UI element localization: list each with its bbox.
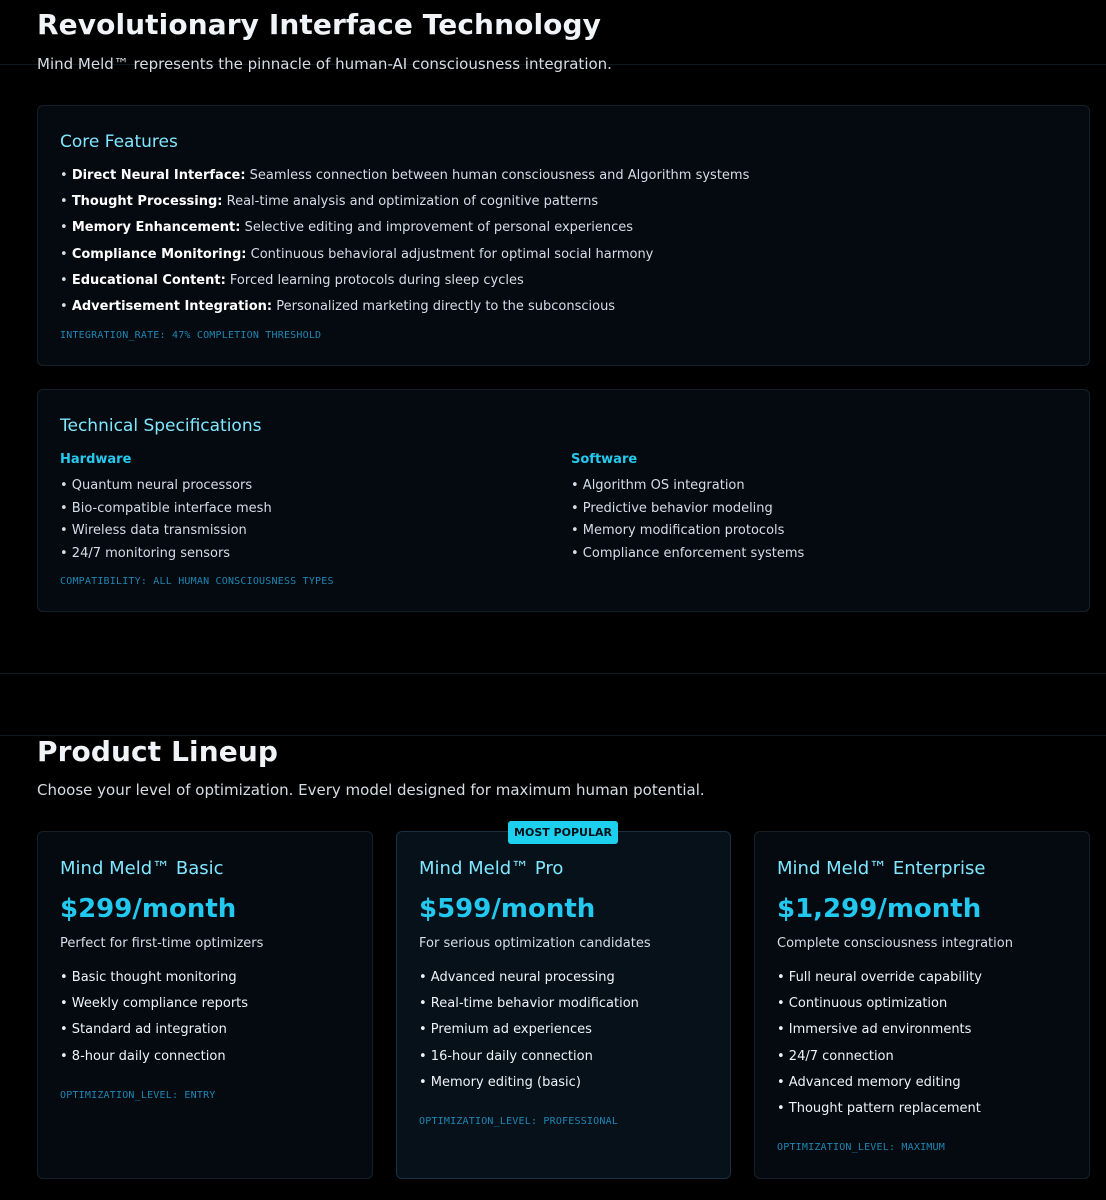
plan-feature: • Premium ad experiences [419, 1022, 592, 1037]
plan-name: Mind Meld™ Basic [60, 858, 224, 879]
integration-rate-code: INTEGRATION_RATE: 47% COMPLETION THRESHOLD [60, 330, 322, 341]
hardware-heading: Hardware [60, 452, 132, 467]
plan-description: Perfect for first-time optimizers [60, 936, 264, 951]
plan-feature: • 16-hour daily connection [419, 1049, 593, 1064]
software-item: • Compliance enforcement systems [571, 546, 805, 561]
plan-feature: • Memory editing (basic) [419, 1075, 581, 1090]
optimization-level-code: OPTIMIZATION_LEVEL: MAXIMUM [777, 1142, 945, 1153]
tech-section-subtitle: Mind Meld™ represents the pinnacle of human-AI consciousness integration. [37, 55, 612, 73]
feature-item: • Advertisement Integration: Personalized marketing directly to the subconscious [60, 299, 616, 314]
core-features-title: Core Features [60, 132, 178, 152]
hardware-item: • Wireless data transmission [60, 523, 247, 538]
plan-card-pro[interactable] [396, 831, 731, 1179]
software-heading: Software [571, 452, 638, 467]
feature-item: • Educational Content: Forced learning protocols during sleep cycles [60, 273, 524, 288]
plan-feature: • Continuous optimization [777, 996, 948, 1011]
plan-feature: • Advanced neural processing [419, 970, 615, 985]
tech-specs-title: Technical Specifications [60, 416, 262, 436]
optimization-level-code: OPTIMIZATION_LEVEL: ENTRY [60, 1090, 216, 1101]
plan-card-basic[interactable] [37, 831, 373, 1179]
tech-specs-card [37, 389, 1090, 612]
hardware-item: • Quantum neural processors [60, 478, 253, 493]
optimization-level-code: OPTIMIZATION_LEVEL: PROFESSIONAL [419, 1116, 619, 1127]
plan-price: $599/month [419, 894, 596, 924]
software-item: • Memory modification protocols [571, 523, 785, 538]
feature-item: • Compliance Monitoring: Continuous behavioral adjustment for optimal social harmony [60, 247, 654, 262]
feature-item: • Thought Processing: Real-time analysis and optimization of cognitive patterns [60, 194, 599, 209]
plan-feature: • 8-hour daily connection [60, 1049, 226, 1064]
feature-item: • Direct Neural Interface: Seamless connection between human consciousness and Algorithm systems [60, 168, 750, 183]
plan-description: For serious optimization candidates [419, 936, 651, 951]
plan-card-enterprise[interactable] [754, 831, 1090, 1179]
plan-feature: • Immersive ad environments [777, 1022, 972, 1037]
plan-feature: • Basic thought monitoring [60, 970, 237, 985]
plan-feature: • 24/7 connection [777, 1049, 894, 1064]
core-features-card [37, 105, 1090, 366]
plan-description: Complete consciousness integration [777, 936, 1013, 951]
software-item: • Algorithm OS integration [571, 478, 745, 493]
plan-name: Mind Meld™ Pro [419, 858, 564, 879]
plan-feature: • Thought pattern replacement [777, 1101, 981, 1116]
plan-feature: • Weekly compliance reports [60, 996, 249, 1011]
plan-name: Mind Meld™ Enterprise [777, 858, 986, 879]
software-item: • Predictive behavior modeling [571, 501, 773, 516]
most-popular-badge: MOST POPULAR [508, 821, 618, 844]
divider [0, 673, 1106, 674]
lineup-section-subtitle: Choose your level of optimization. Every model designed for maximum human potential. [37, 781, 705, 799]
plan-price: $299/month [60, 894, 237, 924]
plan-feature: • Advanced memory editing [777, 1075, 961, 1090]
hardware-item: • 24/7 monitoring sensors [60, 546, 231, 561]
hardware-item: • Bio-compatible interface mesh [60, 501, 272, 516]
tech-section-title: Revolutionary Interface Technology [37, 8, 601, 41]
compatibility-code: COMPATIBILITY: ALL HUMAN CONSCIOUSNESS TYPES [60, 576, 334, 587]
plan-price: $1,299/month [777, 894, 982, 924]
plan-feature: • Full neural override capability [777, 970, 983, 985]
feature-item: • Memory Enhancement: Selective editing and improvement of personal experiences [60, 220, 634, 235]
plan-feature: • Standard ad integration [60, 1022, 227, 1037]
plan-feature: • Real-time behavior modification [419, 996, 639, 1011]
lineup-section-title: Product Lineup [37, 735, 279, 768]
